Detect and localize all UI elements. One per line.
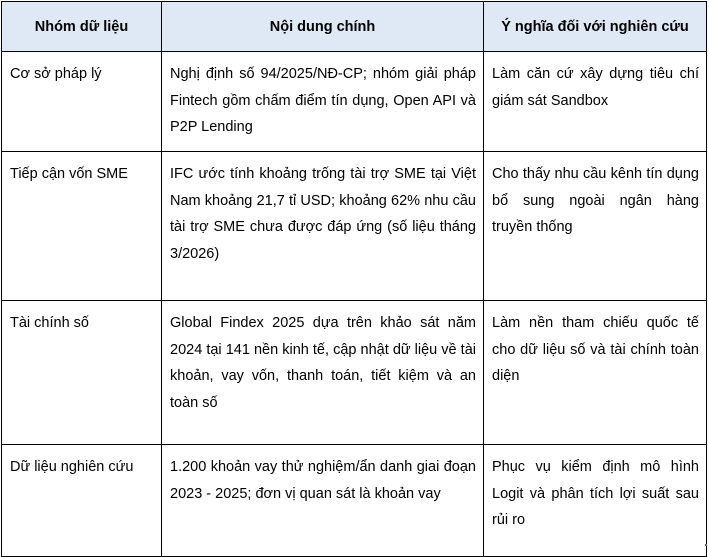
table-header-row xyxy=(2,2,707,52)
header-research-meaning: Ý nghĩa đối với nghiên cứu xyxy=(484,2,707,52)
cell-content: Global Findex 2025 dựa trên khảo sát năm 2024 tại 141 nền kinh tế, cập nhật dữ liệu về tài khoản, vay vốn, thanh toán, tiết kiệm và an toàn số xyxy=(162,301,484,445)
cell-meaning: Cho thấy nhu cầu kênh tín dụng bổ sung ngoài ngân hàng truyền thống xyxy=(484,152,707,301)
header-main-content: Nội dung chính xyxy=(162,2,484,52)
table-row xyxy=(2,301,707,445)
corner-mark xyxy=(705,544,707,546)
cell-group: Cơ sở pháp lý xyxy=(2,52,162,152)
cell-meaning: Làm căn cứ xây dựng tiêu chí giám sát Sandbox xyxy=(484,52,707,152)
cell-group: Dữ liệu nghiên cứu xyxy=(2,445,162,557)
table-row xyxy=(2,52,707,152)
cell-group: Tiếp cận vốn SME xyxy=(2,152,162,301)
data-table xyxy=(1,1,707,557)
cell-meaning: Làm nền tham chiếu quốc tế cho dữ liệu số và tài chính toàn diện xyxy=(484,301,707,445)
cell-meaning: Phục vụ kiểm định mô hình Logit và phân tích lợi suất sau rủi ro xyxy=(484,445,707,557)
cell-group: Tài chính số xyxy=(2,301,162,445)
table-row xyxy=(2,445,707,557)
cell-content: Nghị định số 94/2025/NĐ-CP; nhóm giải pháp Fintech gồm chấm điểm tín dụng, Open API và P2P Lending xyxy=(162,52,484,152)
cell-content: IFC ước tính khoảng trống tài trợ SME tại Việt Nam khoảng 21,7 tỉ USD; khoảng 62% nhu cầu tài trợ SME chưa được đáp ứng (số liệu tháng 3/2026) xyxy=(162,152,484,301)
table-row xyxy=(2,152,707,301)
header-data-group: Nhóm dữ liệu xyxy=(2,2,162,52)
cell-content: 1.200 khoản vay thử nghiệm/ẩn danh giai đoạn 2023 - 2025; đơn vị quan sát là khoản vay xyxy=(162,445,484,557)
